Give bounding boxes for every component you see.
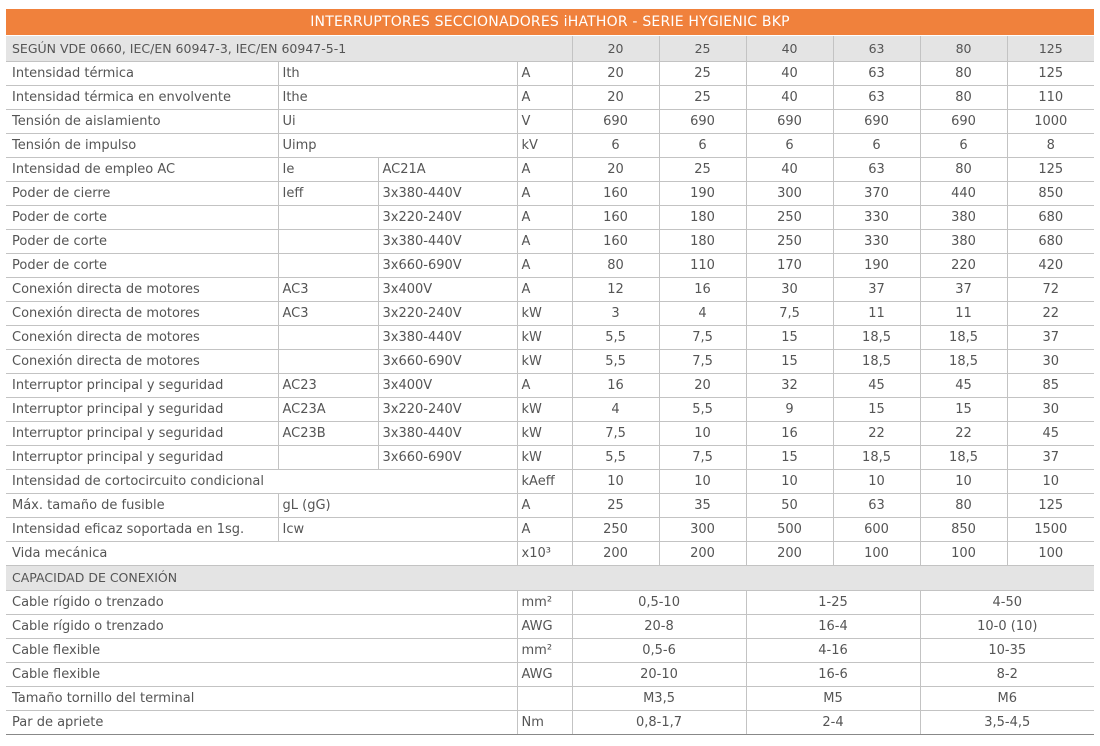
value-cell: 170 xyxy=(746,253,833,277)
parameter-unit: x10³ xyxy=(517,541,572,565)
value-cell: 80 xyxy=(920,493,1007,517)
value-cell: 16 xyxy=(572,373,659,397)
value-cell: 35 xyxy=(659,493,746,517)
parameter-condition: 3x380-440V xyxy=(378,181,517,205)
table-row xyxy=(6,325,1094,349)
value-cell: 10 xyxy=(833,469,920,493)
table-row xyxy=(6,205,1094,229)
value-cell: 125 xyxy=(1007,61,1094,85)
parameter-symbol xyxy=(278,445,378,469)
parameter-unit: A xyxy=(517,229,572,253)
value-cell: 16-4 xyxy=(746,614,920,638)
value-cell: 80 xyxy=(920,85,1007,109)
value-cell: 40 xyxy=(746,61,833,85)
parameter-condition: 3x660-690V xyxy=(378,349,517,373)
value-cell: 0,5-6 xyxy=(572,638,746,662)
value-cell: 180 xyxy=(659,205,746,229)
table-row xyxy=(6,133,1094,157)
value-cell: 690 xyxy=(833,109,920,133)
value-cell: 850 xyxy=(920,517,1007,541)
value-cell: 5,5 xyxy=(572,445,659,469)
value-cell: 45 xyxy=(833,373,920,397)
value-cell: 680 xyxy=(1007,205,1094,229)
table-row xyxy=(6,397,1094,421)
value-cell: 40 xyxy=(746,85,833,109)
value-cell: 15 xyxy=(920,397,1007,421)
value-cell: 15 xyxy=(746,325,833,349)
table-row xyxy=(6,349,1094,373)
value-cell: 6 xyxy=(920,133,1007,157)
table-row xyxy=(6,181,1094,205)
parameter-unit: kV xyxy=(517,133,572,157)
parameter-symbol: Ui xyxy=(278,109,517,133)
table-row xyxy=(6,85,1094,109)
table-row xyxy=(6,638,1094,662)
table-row xyxy=(6,109,1094,133)
value-cell: 420 xyxy=(1007,253,1094,277)
value-cell: 10-0 (10) xyxy=(920,614,1094,638)
value-cell: 1500 xyxy=(1007,517,1094,541)
value-cell: 6 xyxy=(659,133,746,157)
value-cell: 4 xyxy=(659,301,746,325)
table-row xyxy=(6,421,1094,445)
parameter-name: Vida mecánica xyxy=(6,541,517,565)
value-cell: 37 xyxy=(1007,325,1094,349)
value-cell: M3,5 xyxy=(572,686,746,710)
table-row xyxy=(6,373,1094,397)
parameter-unit: V xyxy=(517,109,572,133)
value-cell: 160 xyxy=(572,229,659,253)
value-cell: 690 xyxy=(920,109,1007,133)
value-cell: 3 xyxy=(572,301,659,325)
table-row xyxy=(6,686,1094,710)
table-row xyxy=(6,277,1094,301)
value-cell: 20-8 xyxy=(572,614,746,638)
parameter-unit: A xyxy=(517,205,572,229)
value-cell: 690 xyxy=(746,109,833,133)
spec-table xyxy=(6,36,1094,735)
value-cell: 6 xyxy=(746,133,833,157)
parameter-name: Tensión de aislamiento xyxy=(6,109,278,133)
value-cell: 30 xyxy=(1007,397,1094,421)
value-cell: 16-6 xyxy=(746,662,920,686)
value-cell: 85 xyxy=(1007,373,1094,397)
parameter-unit: AWG xyxy=(517,614,572,638)
parameter-symbol: Ith xyxy=(278,61,517,85)
parameter-symbol xyxy=(278,253,378,277)
value-cell: 18,5 xyxy=(833,349,920,373)
size-header: 63 xyxy=(833,36,920,61)
table-row xyxy=(6,253,1094,277)
size-header: 20 xyxy=(572,36,659,61)
value-cell: 7,5 xyxy=(659,349,746,373)
table-row xyxy=(6,469,1094,493)
table-row xyxy=(6,710,1094,734)
parameter-condition: AC21A xyxy=(378,157,517,181)
parameter-name: Tamaño tornillo del terminal xyxy=(6,686,517,710)
value-cell: 370 xyxy=(833,181,920,205)
value-cell: 5,5 xyxy=(572,325,659,349)
value-cell: 180 xyxy=(659,229,746,253)
size-header: 25 xyxy=(659,36,746,61)
value-cell: 250 xyxy=(746,205,833,229)
table-row xyxy=(6,614,1094,638)
value-cell: 8 xyxy=(1007,133,1094,157)
standards-label: SEGÚN VDE 0660, IEC/EN 60947-3, IEC/EN 60947-5-1 xyxy=(6,36,572,61)
parameter-unit: kW xyxy=(517,325,572,349)
value-cell: 5,5 xyxy=(572,349,659,373)
parameter-condition: 3x380-440V xyxy=(378,421,517,445)
value-cell: 9 xyxy=(746,397,833,421)
parameter-name: Intensidad de cortocircuito condicional xyxy=(6,469,517,493)
value-cell: 110 xyxy=(1007,85,1094,109)
table-row xyxy=(6,517,1094,541)
value-cell: 63 xyxy=(833,493,920,517)
value-cell: 190 xyxy=(659,181,746,205)
value-cell: 25 xyxy=(572,493,659,517)
value-cell: 25 xyxy=(659,61,746,85)
value-cell: 37 xyxy=(833,277,920,301)
table-row xyxy=(6,301,1094,325)
parameter-unit: mm² xyxy=(517,590,572,614)
value-cell: 80 xyxy=(920,61,1007,85)
parameter-symbol: AC23 xyxy=(278,373,378,397)
value-cell: 63 xyxy=(833,61,920,85)
parameter-name: Interruptor principal y seguridad xyxy=(6,373,278,397)
size-header: 40 xyxy=(746,36,833,61)
parameter-unit xyxy=(517,686,572,710)
parameter-name: Máx. tamaño de fusible xyxy=(6,493,278,517)
parameter-name: Par de apriete xyxy=(6,710,517,734)
value-cell: 10 xyxy=(1007,469,1094,493)
parameter-unit: A xyxy=(517,85,572,109)
value-cell: 20-10 xyxy=(572,662,746,686)
table-row xyxy=(6,541,1094,565)
parameter-name: Cable rígido o trenzado xyxy=(6,614,517,638)
value-cell: 11 xyxy=(833,301,920,325)
spec-table-body xyxy=(6,36,1094,734)
parameter-name: Conexión directa de motores xyxy=(6,349,278,373)
table-row xyxy=(6,662,1094,686)
value-cell: 850 xyxy=(1007,181,1094,205)
value-cell: M5 xyxy=(746,686,920,710)
value-cell: 125 xyxy=(1007,493,1094,517)
value-cell: 3,5-4,5 xyxy=(920,710,1094,734)
value-cell: 100 xyxy=(833,541,920,565)
parameter-name: Poder de corte xyxy=(6,205,278,229)
value-cell: 1000 xyxy=(1007,109,1094,133)
parameter-name: Poder de corte xyxy=(6,253,278,277)
parameter-name: Conexión directa de motores xyxy=(6,301,278,325)
parameter-unit: A xyxy=(517,61,572,85)
value-cell: 16 xyxy=(659,277,746,301)
parameter-unit: kW xyxy=(517,397,572,421)
value-cell: 8-2 xyxy=(920,662,1094,686)
value-cell: 100 xyxy=(1007,541,1094,565)
parameter-symbol: Uimp xyxy=(278,133,517,157)
value-cell: 6 xyxy=(833,133,920,157)
table-row xyxy=(6,590,1094,614)
table-row xyxy=(6,61,1094,85)
value-cell: 200 xyxy=(746,541,833,565)
value-cell: 25 xyxy=(659,157,746,181)
value-cell: 300 xyxy=(746,181,833,205)
value-cell: 160 xyxy=(572,205,659,229)
value-cell: 72 xyxy=(1007,277,1094,301)
parameter-name: Interruptor principal y seguridad xyxy=(6,445,278,469)
value-cell: 20 xyxy=(572,157,659,181)
parameter-name: Interruptor principal y seguridad xyxy=(6,397,278,421)
parameter-symbol: gL (gG) xyxy=(278,493,517,517)
value-cell: 18,5 xyxy=(920,349,1007,373)
parameter-symbol: AC23A xyxy=(278,397,378,421)
value-cell: 37 xyxy=(1007,445,1094,469)
value-cell: 250 xyxy=(572,517,659,541)
parameter-unit: A xyxy=(517,517,572,541)
parameter-name: Intensidad de empleo AC xyxy=(6,157,278,181)
parameter-unit: A xyxy=(517,253,572,277)
parameter-name: Conexión directa de motores xyxy=(6,277,278,301)
value-cell: 380 xyxy=(920,205,1007,229)
parameter-unit: kW xyxy=(517,301,572,325)
value-cell: 200 xyxy=(572,541,659,565)
value-cell: 16 xyxy=(746,421,833,445)
value-cell: 330 xyxy=(833,229,920,253)
value-cell: 63 xyxy=(833,85,920,109)
size-header: 125 xyxy=(1007,36,1094,61)
value-cell: 22 xyxy=(920,421,1007,445)
parameter-symbol: Ithe xyxy=(278,85,517,109)
parameter-unit: kW xyxy=(517,349,572,373)
parameter-condition: 3x400V xyxy=(378,277,517,301)
value-cell: 30 xyxy=(746,277,833,301)
value-cell: 18,5 xyxy=(920,325,1007,349)
parameter-name: Poder de corte xyxy=(6,229,278,253)
parameter-name: Intensidad térmica xyxy=(6,61,278,85)
value-cell: 40 xyxy=(746,157,833,181)
parameter-symbol xyxy=(278,325,378,349)
value-cell: 18,5 xyxy=(920,445,1007,469)
value-cell: 15 xyxy=(833,397,920,421)
parameter-name: Interruptor principal y seguridad xyxy=(6,421,278,445)
parameter-condition: 3x220-240V xyxy=(378,397,517,421)
parameter-name: Cable rígido o trenzado xyxy=(6,590,517,614)
parameter-name: Poder de cierre xyxy=(6,181,278,205)
value-cell: 15 xyxy=(746,349,833,373)
parameter-name: Conexión directa de motores xyxy=(6,325,278,349)
parameter-name: Cable flexible xyxy=(6,662,517,686)
value-cell: 110 xyxy=(659,253,746,277)
value-cell: M6 xyxy=(920,686,1094,710)
parameter-condition: 3x220-240V xyxy=(378,205,517,229)
parameter-symbol: AC3 xyxy=(278,301,378,325)
value-cell: 10-35 xyxy=(920,638,1094,662)
value-cell: 20 xyxy=(572,61,659,85)
section-title: CAPACIDAD DE CONEXIÓN xyxy=(6,565,1094,590)
parameter-condition: 3x380-440V xyxy=(378,325,517,349)
value-cell: 12 xyxy=(572,277,659,301)
value-cell: 22 xyxy=(1007,301,1094,325)
value-cell: 18,5 xyxy=(833,325,920,349)
value-cell: 300 xyxy=(659,517,746,541)
value-cell: 500 xyxy=(746,517,833,541)
value-cell: 80 xyxy=(920,157,1007,181)
header-row xyxy=(6,36,1094,61)
parameter-unit: kAeff xyxy=(517,469,572,493)
value-cell: 690 xyxy=(572,109,659,133)
value-cell: 15 xyxy=(746,445,833,469)
value-cell: 0,8-1,7 xyxy=(572,710,746,734)
value-cell: 30 xyxy=(1007,349,1094,373)
value-cell: 7,5 xyxy=(659,445,746,469)
value-cell: 4-50 xyxy=(920,590,1094,614)
value-cell: 380 xyxy=(920,229,1007,253)
value-cell: 20 xyxy=(572,85,659,109)
parameter-condition: 3x400V xyxy=(378,373,517,397)
parameter-symbol: Icw xyxy=(278,517,517,541)
value-cell: 220 xyxy=(920,253,1007,277)
value-cell: 18,5 xyxy=(833,445,920,469)
value-cell: 0,5-10 xyxy=(572,590,746,614)
parameter-condition: 3x380-440V xyxy=(378,229,517,253)
value-cell: 7,5 xyxy=(746,301,833,325)
parameter-unit: A xyxy=(517,157,572,181)
value-cell: 6 xyxy=(572,133,659,157)
value-cell: 32 xyxy=(746,373,833,397)
parameter-unit: AWG xyxy=(517,662,572,686)
parameter-unit: mm² xyxy=(517,638,572,662)
parameter-symbol: AC3 xyxy=(278,277,378,301)
value-cell: 5,5 xyxy=(659,397,746,421)
value-cell: 190 xyxy=(833,253,920,277)
parameter-unit: A xyxy=(517,181,572,205)
value-cell: 45 xyxy=(1007,421,1094,445)
value-cell: 600 xyxy=(833,517,920,541)
parameter-condition: 3x660-690V xyxy=(378,445,517,469)
value-cell: 11 xyxy=(920,301,1007,325)
parameter-condition: 3x220-240V xyxy=(378,301,517,325)
parameter-unit: A xyxy=(517,493,572,517)
value-cell: 2-4 xyxy=(746,710,920,734)
parameter-name: Intensidad térmica en envolvente xyxy=(6,85,278,109)
value-cell: 4-16 xyxy=(746,638,920,662)
value-cell: 125 xyxy=(1007,157,1094,181)
parameter-symbol: AC23B xyxy=(278,421,378,445)
value-cell: 20 xyxy=(659,373,746,397)
value-cell: 10 xyxy=(920,469,1007,493)
parameter-name: Intensidad eficaz soportada en 1sg. xyxy=(6,517,278,541)
value-cell: 37 xyxy=(920,277,1007,301)
value-cell: 22 xyxy=(833,421,920,445)
parameter-condition: 3x660-690V xyxy=(378,253,517,277)
value-cell: 200 xyxy=(659,541,746,565)
value-cell: 160 xyxy=(572,181,659,205)
parameter-name: Tensión de impulso xyxy=(6,133,278,157)
value-cell: 10 xyxy=(659,469,746,493)
parameter-symbol: Ie xyxy=(278,157,378,181)
section-row xyxy=(6,565,1094,590)
value-cell: 330 xyxy=(833,205,920,229)
value-cell: 63 xyxy=(833,157,920,181)
value-cell: 250 xyxy=(746,229,833,253)
table-title: INTERRUPTORES SECCIONADORES iHATHOR - SERIE HYGIENIC BKP xyxy=(6,9,1094,36)
value-cell: 100 xyxy=(920,541,1007,565)
value-cell: 10 xyxy=(572,469,659,493)
parameter-symbol: Ieff xyxy=(278,181,378,205)
value-cell: 25 xyxy=(659,85,746,109)
parameter-symbol xyxy=(278,349,378,373)
parameter-name: Cable flexible xyxy=(6,638,517,662)
table-row xyxy=(6,493,1094,517)
value-cell: 10 xyxy=(746,469,833,493)
table-row xyxy=(6,445,1094,469)
parameter-unit: A xyxy=(517,277,572,301)
value-cell: 680 xyxy=(1007,229,1094,253)
value-cell: 50 xyxy=(746,493,833,517)
parameter-unit: kW xyxy=(517,445,572,469)
parameter-unit: Nm xyxy=(517,710,572,734)
parameter-symbol xyxy=(278,205,378,229)
value-cell: 80 xyxy=(572,253,659,277)
value-cell: 440 xyxy=(920,181,1007,205)
value-cell: 690 xyxy=(659,109,746,133)
size-header: 80 xyxy=(920,36,1007,61)
value-cell: 45 xyxy=(920,373,1007,397)
value-cell: 7,5 xyxy=(572,421,659,445)
value-cell: 10 xyxy=(659,421,746,445)
value-cell: 1-25 xyxy=(746,590,920,614)
table-row xyxy=(6,229,1094,253)
parameter-symbol xyxy=(278,229,378,253)
parameter-unit: kW xyxy=(517,421,572,445)
value-cell: 7,5 xyxy=(659,325,746,349)
value-cell: 4 xyxy=(572,397,659,421)
table-row xyxy=(6,157,1094,181)
parameter-unit: A xyxy=(517,373,572,397)
